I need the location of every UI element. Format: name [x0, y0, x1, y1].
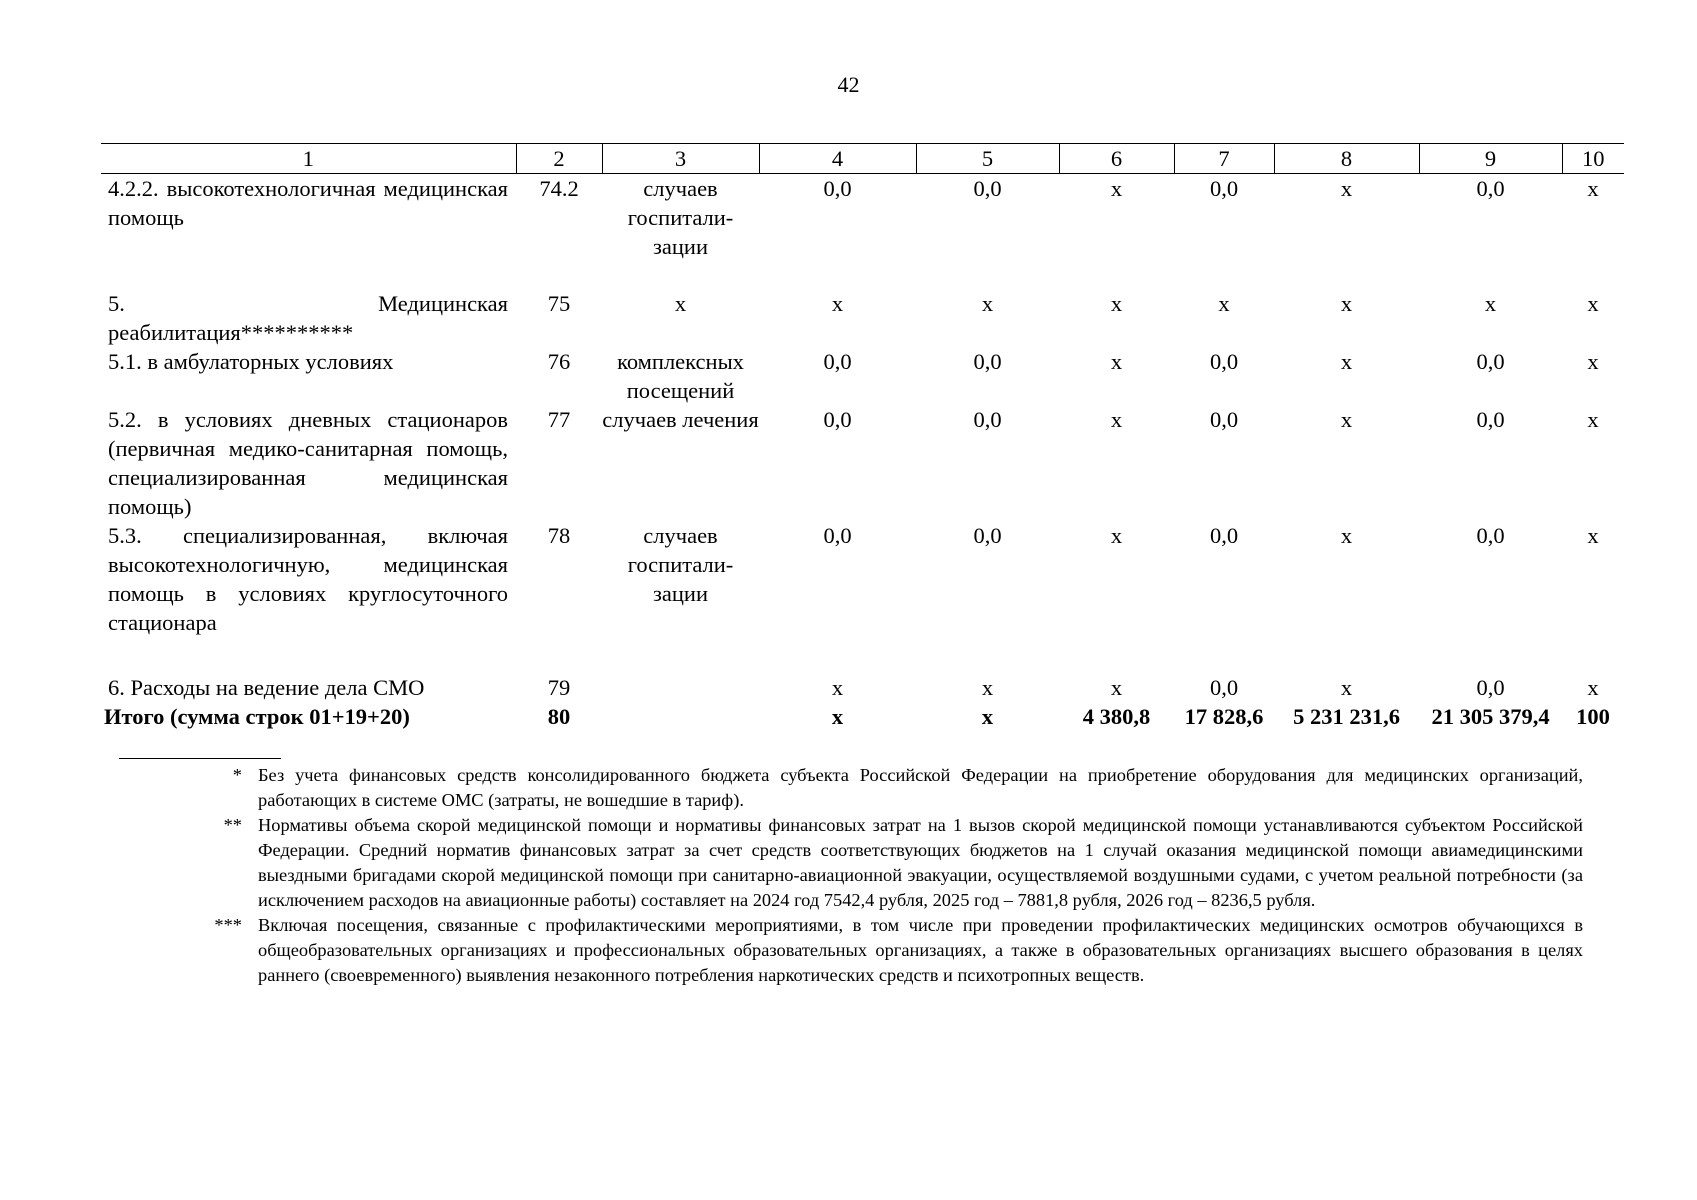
table-total-row: [101, 702, 1624, 731]
column-number: 6: [1059, 144, 1174, 174]
row-label: 5.2. в условиях дневных стационаров (первичная медико-санитарная помощь, специализированная медицинская помощь): [108, 407, 508, 519]
footnote: [180, 813, 1583, 913]
column-number: 2: [516, 144, 602, 174]
financing-table: [101, 143, 1624, 731]
value-cell: х: [1587, 291, 1599, 316]
column-number: 5: [916, 144, 1059, 174]
row-label: 5.1. в амбулаторных условиях: [108, 349, 394, 374]
footnote: [180, 763, 1583, 813]
column-number: 9: [1419, 144, 1562, 174]
value-cell: х: [1110, 675, 1123, 700]
value-cell: х: [1484, 291, 1497, 316]
value-cell: х: [1218, 291, 1230, 316]
value-cell: 0,0: [1209, 349, 1239, 374]
value-cell: 0,0: [973, 349, 1002, 374]
row-number: 75: [547, 291, 571, 316]
column-number: 8: [1274, 144, 1419, 174]
row-label: Итого (сумма строк 01+19+20): [104, 704, 410, 729]
value-cell: 0,0: [973, 176, 1002, 201]
unit-cell: случаев госпитали-зации: [627, 523, 734, 606]
value-cell: х: [1340, 675, 1353, 700]
value-cell: х: [831, 291, 844, 316]
value-cell: х: [1110, 523, 1123, 548]
footnote: [180, 913, 1583, 988]
column-number: 3: [602, 144, 759, 174]
value-cell: х: [981, 704, 994, 729]
unit-cell: [602, 702, 759, 731]
value-cell: х: [1340, 407, 1353, 432]
value-cell: 4 380,8: [1082, 704, 1151, 729]
value-cell: 21 305 379,4: [1431, 704, 1550, 729]
row-label: 5.3. специализированная, включая высокотехнологичную, медицинская помощь в условиях круглосуточного стационара: [108, 523, 508, 635]
value-cell: х: [1340, 291, 1353, 316]
table-row: [101, 673, 1624, 702]
value-cell: 0,0: [1476, 523, 1505, 548]
value-cell: х: [1110, 407, 1123, 432]
value-cell: 0,0: [1209, 523, 1239, 548]
value-cell: 0,0: [1476, 176, 1505, 201]
value-cell: х: [1587, 176, 1599, 201]
value-cell: 0,0: [1476, 349, 1505, 374]
value-cell: 100: [1576, 704, 1610, 729]
row-number: 76: [547, 349, 571, 374]
value-cell: х: [1587, 675, 1599, 700]
row-label: 4.2.2. высокотехнологичная медицинская помощь: [108, 176, 508, 230]
column-number: 1: [101, 144, 516, 174]
footnote-text: Без учета финансовых средств консолидированного бюджета субъекта Российской Федерации на приобретение оборудования для медицинских организаций, работающих в системе ОМС (затраты, не вошедшие в тариф).: [258, 765, 1583, 810]
row-number: 80: [547, 704, 571, 729]
unit-cell: случаев госпитали-зации: [627, 176, 734, 259]
column-number: 4: [759, 144, 916, 174]
row-number: 78: [547, 523, 571, 548]
footnote-mark: *: [232, 765, 242, 785]
value-cell: х: [1587, 523, 1599, 548]
value-cell: х: [1587, 407, 1599, 432]
table-row: [101, 521, 1624, 673]
value-cell: 0,0: [1209, 675, 1239, 700]
value-cell: х: [981, 675, 994, 700]
value-cell: 0,0: [1209, 407, 1239, 432]
value-cell: 0,0: [1476, 675, 1505, 700]
value-cell: х: [1110, 176, 1123, 201]
unit-cell: [602, 673, 759, 702]
value-cell: х: [1340, 523, 1353, 548]
footnote-mark: ***: [214, 915, 242, 935]
footnotes: [180, 763, 1583, 988]
footnote-text: Включая посещения, связанные с профилактическими мероприятиями, в том числе при проведении профилактических медицинских осмотров обучающихся в общеобразовательных организациях и профессиональных образовательных организациях, а также в образовательных организациях высшего образования в целях раннего (своевременного) выявления незаконного потребления наркотических средств и психотропных веществ.: [258, 915, 1583, 985]
unit-cell: комплексных посещений: [617, 349, 744, 403]
value-cell: х: [1110, 349, 1123, 374]
value-cell: 0,0: [823, 407, 852, 432]
table-row: [101, 174, 1624, 290]
unit-cell: случаев лечения: [602, 407, 759, 432]
value-cell: х: [1340, 349, 1353, 374]
value-cell: х: [831, 675, 844, 700]
value-cell: х: [1587, 349, 1599, 374]
value-cell: 0,0: [823, 349, 852, 374]
row-label: 5. Медицинская реабилитация**********: [108, 291, 508, 345]
column-number: 7: [1174, 144, 1274, 174]
footnote-separator: [119, 758, 281, 759]
row-label: 6. Расходы на ведение дела СМО: [108, 675, 425, 700]
table-row: [101, 347, 1624, 405]
value-cell: 0,0: [1209, 176, 1239, 201]
row-number: 77: [547, 407, 571, 432]
footnote-mark: **: [223, 815, 242, 835]
row-number: 74.2: [539, 176, 579, 201]
value-cell: 0,0: [973, 523, 1002, 548]
table-row: [101, 289, 1624, 347]
value-cell: 0,0: [1476, 407, 1505, 432]
unit-cell: х: [674, 291, 687, 316]
value-cell: х: [1110, 291, 1123, 316]
row-number: 79: [547, 675, 571, 700]
value-cell: 5 231 231,6: [1293, 704, 1400, 729]
page-number: 42: [837, 72, 860, 97]
table-row: [101, 405, 1624, 521]
table-header-row: [101, 144, 1624, 174]
column-number: 10: [1562, 144, 1624, 174]
value-cell: 17 828,6: [1184, 704, 1264, 729]
footnote-text: Нормативы объема скорой медицинской помощи и нормативы финансовых затрат на 1 вызов скорой медицинской помощи устанавливаются субъектом Российской Федерации. Средний норматив финансовых затрат за счет средств соответствующих бюджетов на 1 случай оказания медицинской помощи авиамедицинскими выездными бригадами скорой медицинской помощи при санитарно-авиационной эвакуации, осуществляемой воздушными судами, с учетом реальной потребности (за исключением расходов на авиационные работы) составляет на 2024 год 7542,4 рубля, 2025 год – 7881,8 рубля, 2026 год – 8236,5 рубля.: [258, 815, 1583, 910]
value-cell: х: [981, 291, 994, 316]
value-cell: х: [1340, 176, 1353, 201]
value-cell: 0,0: [823, 176, 852, 201]
value-cell: 0,0: [973, 407, 1002, 432]
value-cell: 0,0: [823, 523, 852, 548]
value-cell: х: [831, 704, 844, 729]
